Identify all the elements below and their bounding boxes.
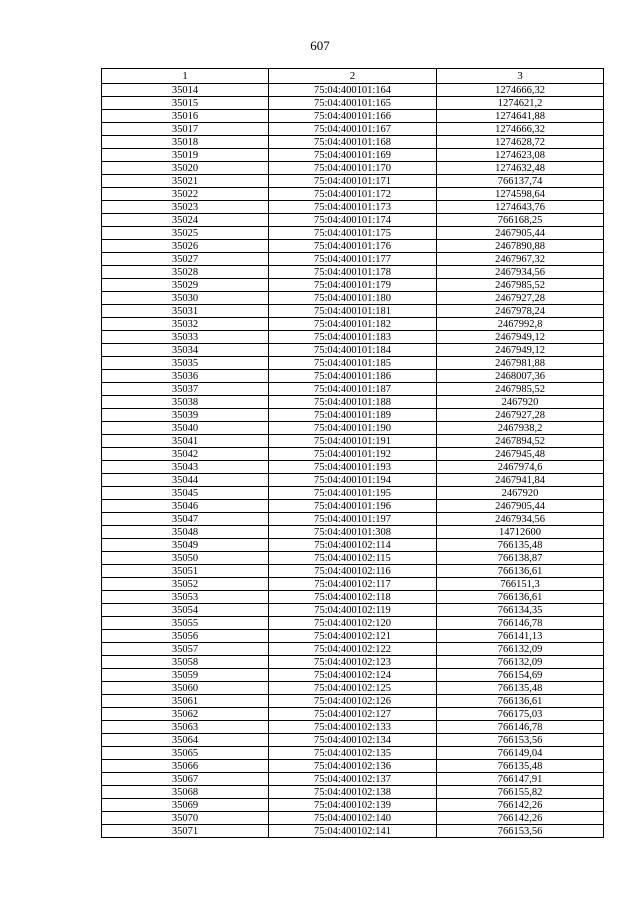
value-cell: 2467890,88 [437, 240, 604, 253]
page-number: 607 [310, 38, 330, 53]
cadastral-number-cell: 75:04:400102:118 [269, 591, 437, 604]
row-number-cell: 35046 [102, 500, 269, 513]
row-number-cell: 35064 [102, 734, 269, 747]
table-row [102, 526, 604, 539]
value-cell: 766147,91 [437, 773, 604, 786]
cadastral-number-cell: 75:04:400102:121 [269, 630, 437, 643]
cadastral-number-cell: 75:04:400101:180 [269, 292, 437, 305]
row-number-cell: 35061 [102, 695, 269, 708]
table-row [102, 292, 604, 305]
table-row [102, 370, 604, 383]
table-row [102, 825, 604, 838]
row-number-cell: 35036 [102, 370, 269, 383]
value-cell: 1274666,32 [437, 123, 604, 136]
cadastral-number-cell: 75:04:400102:137 [269, 773, 437, 786]
table-row [102, 266, 604, 279]
value-cell: 2467985,52 [437, 383, 604, 396]
value-cell: 2467978,24 [437, 305, 604, 318]
cadastral-number-cell: 75:04:400101:182 [269, 318, 437, 331]
table-row [102, 305, 604, 318]
value-cell: 766153,56 [437, 825, 604, 838]
table-row [102, 253, 604, 266]
cadastral-number-cell: 75:04:400101:172 [269, 188, 437, 201]
table-row [102, 747, 604, 760]
row-number-cell: 35070 [102, 812, 269, 825]
row-number-cell: 35021 [102, 175, 269, 188]
row-number-cell: 35044 [102, 474, 269, 487]
table-row [102, 656, 604, 669]
value-cell: 2467967,32 [437, 253, 604, 266]
cadastral-number-cell: 75:04:400102:126 [269, 695, 437, 708]
column-header-3: 3 [437, 69, 604, 84]
cadastral-number-cell: 75:04:400101:195 [269, 487, 437, 500]
table-row [102, 812, 604, 825]
table-row [102, 500, 604, 513]
value-cell: 766168,25 [437, 214, 604, 227]
cadastral-number-cell: 75:04:400101:197 [269, 513, 437, 526]
value-cell: 766136,61 [437, 565, 604, 578]
row-number-cell: 35014 [102, 84, 269, 97]
column-header-1: 1 [102, 69, 269, 84]
table-body [102, 84, 604, 838]
table-row [102, 786, 604, 799]
cadastral-number-cell: 75:04:400102:122 [269, 643, 437, 656]
table-row [102, 630, 604, 643]
value-cell: 2467981,88 [437, 357, 604, 370]
cadastral-number-cell: 75:04:400101:166 [269, 110, 437, 123]
value-cell: 2467920 [437, 487, 604, 500]
row-number-cell: 35040 [102, 422, 269, 435]
value-cell: 1274666,32 [437, 84, 604, 97]
cadastral-number-cell: 75:04:400101:169 [269, 149, 437, 162]
table-row [102, 539, 604, 552]
table-row [102, 409, 604, 422]
cadastral-number-cell: 75:04:400102:123 [269, 656, 437, 669]
value-cell: 2467949,12 [437, 331, 604, 344]
cadastral-number-cell: 75:04:400101:185 [269, 357, 437, 370]
cadastral-number-cell: 75:04:400101:189 [269, 409, 437, 422]
cadastral-number-cell: 75:04:400101:176 [269, 240, 437, 253]
row-number-cell: 35039 [102, 409, 269, 422]
row-number-cell: 35016 [102, 110, 269, 123]
value-cell: 2467985,52 [437, 279, 604, 292]
row-number-cell: 35019 [102, 149, 269, 162]
table-row [102, 617, 604, 630]
cadastral-number-cell: 75:04:400101:173 [269, 201, 437, 214]
value-cell: 2467938,2 [437, 422, 604, 435]
cadastral-number-cell: 75:04:400102:114 [269, 539, 437, 552]
table-row [102, 643, 604, 656]
value-cell: 766149,04 [437, 747, 604, 760]
table-row [102, 773, 604, 786]
row-number-cell: 35048 [102, 526, 269, 539]
row-number-cell: 35022 [102, 188, 269, 201]
table-row [102, 201, 604, 214]
value-cell: 766154,69 [437, 669, 604, 682]
value-cell: 766135,48 [437, 682, 604, 695]
value-cell: 766136,61 [437, 591, 604, 604]
value-cell: 1274643,76 [437, 201, 604, 214]
row-number-cell: 35025 [102, 227, 269, 240]
cadastral-number-cell: 75:04:400102:124 [269, 669, 437, 682]
cadastral-number-cell: 75:04:400101:193 [269, 461, 437, 474]
value-cell: 766141,13 [437, 630, 604, 643]
table-row [102, 396, 604, 409]
value-cell: 766146,78 [437, 617, 604, 630]
cadastral-number-cell: 75:04:400101:167 [269, 123, 437, 136]
row-number-cell: 35059 [102, 669, 269, 682]
value-cell: 1274641,88 [437, 110, 604, 123]
value-cell: 2467934,56 [437, 266, 604, 279]
table-row [102, 383, 604, 396]
value-cell: 766137,74 [437, 175, 604, 188]
value-cell: 14712600 [437, 526, 604, 539]
row-number-cell: 35049 [102, 539, 269, 552]
table-row [102, 513, 604, 526]
cadastral-number-cell: 75:04:400101:187 [269, 383, 437, 396]
cadastral-number-cell: 75:04:400102:119 [269, 604, 437, 617]
table-row [102, 175, 604, 188]
cadastral-number-cell: 75:04:400102:116 [269, 565, 437, 578]
cadastral-number-cell: 75:04:400101:194 [269, 474, 437, 487]
row-number-cell: 35018 [102, 136, 269, 149]
value-cell: 766135,48 [437, 760, 604, 773]
value-cell: 766134,35 [437, 604, 604, 617]
row-number-cell: 35045 [102, 487, 269, 500]
cadastral-number-cell: 75:04:400102:139 [269, 799, 437, 812]
value-cell: 766146,78 [437, 721, 604, 734]
cadastral-number-cell: 75:04:400101:183 [269, 331, 437, 344]
cadastral-number-cell: 75:04:400101:174 [269, 214, 437, 227]
table-row [102, 435, 604, 448]
cadastral-number-cell: 75:04:400101:192 [269, 448, 437, 461]
cadastral-number-cell: 75:04:400101:186 [269, 370, 437, 383]
value-cell: 2467894,52 [437, 435, 604, 448]
row-number-cell: 35050 [102, 552, 269, 565]
row-number-cell: 35063 [102, 721, 269, 734]
cadastral-number-cell: 75:04:400101:165 [269, 97, 437, 110]
cadastral-number-cell: 75:04:400101:177 [269, 253, 437, 266]
table-row [102, 591, 604, 604]
value-cell: 766136,61 [437, 695, 604, 708]
table-row [102, 110, 604, 123]
row-number-cell: 35058 [102, 656, 269, 669]
row-number-cell: 35027 [102, 253, 269, 266]
value-cell: 766175,03 [437, 708, 604, 721]
cadastral-number-cell: 75:04:400101:178 [269, 266, 437, 279]
row-number-cell: 35032 [102, 318, 269, 331]
table-row [102, 695, 604, 708]
value-cell: 2467920 [437, 396, 604, 409]
row-number-cell: 35041 [102, 435, 269, 448]
cadastral-number-cell: 75:04:400101:179 [269, 279, 437, 292]
value-cell: 766142,26 [437, 799, 604, 812]
row-number-cell: 35037 [102, 383, 269, 396]
row-number-cell: 35028 [102, 266, 269, 279]
value-cell: 2467905,44 [437, 227, 604, 240]
table-row [102, 97, 604, 110]
cadastral-number-cell: 75:04:400101:184 [269, 344, 437, 357]
row-number-cell: 35035 [102, 357, 269, 370]
value-cell: 2467941,84 [437, 474, 604, 487]
table-row [102, 721, 604, 734]
table-row [102, 669, 604, 682]
row-number-cell: 35051 [102, 565, 269, 578]
cadastral-number-cell: 75:04:400102:133 [269, 721, 437, 734]
table-row [102, 357, 604, 370]
table-row [102, 162, 604, 175]
row-number-cell: 35068 [102, 786, 269, 799]
cadastral-number-cell: 75:04:400101:171 [269, 175, 437, 188]
row-number-cell: 35026 [102, 240, 269, 253]
cadastral-number-cell: 75:04:400101:196 [269, 500, 437, 513]
cadastral-number-cell: 75:04:400102:136 [269, 760, 437, 773]
value-cell: 766135,48 [437, 539, 604, 552]
row-number-cell: 35069 [102, 799, 269, 812]
row-number-cell: 35034 [102, 344, 269, 357]
row-number-cell: 35030 [102, 292, 269, 305]
cadastral-number-cell: 75:04:400101:190 [269, 422, 437, 435]
value-cell: 1274632,48 [437, 162, 604, 175]
table-row [102, 448, 604, 461]
value-cell: 766138,87 [437, 552, 604, 565]
value-cell: 2467927,28 [437, 409, 604, 422]
row-number-cell: 35020 [102, 162, 269, 175]
row-number-cell: 35062 [102, 708, 269, 721]
table-row [102, 279, 604, 292]
row-number-cell: 35024 [102, 214, 269, 227]
table-row [102, 123, 604, 136]
table-row [102, 84, 604, 97]
table-row [102, 422, 604, 435]
row-number-cell: 35060 [102, 682, 269, 695]
value-cell: 2467992,8 [437, 318, 604, 331]
value-cell: 766155,82 [437, 786, 604, 799]
table-row [102, 240, 604, 253]
cadastral-number-cell: 75:04:400102:135 [269, 747, 437, 760]
cadastral-number-cell: 75:04:400102:127 [269, 708, 437, 721]
row-number-cell: 35055 [102, 617, 269, 630]
cadastral-number-cell: 75:04:400101:175 [269, 227, 437, 240]
row-number-cell: 35015 [102, 97, 269, 110]
row-number-cell: 35057 [102, 643, 269, 656]
value-cell: 766132,09 [437, 656, 604, 669]
value-cell: 2467905,44 [437, 500, 604, 513]
table-row [102, 461, 604, 474]
cadastral-number-cell: 75:04:400101:181 [269, 305, 437, 318]
cadastral-number-cell: 75:04:400102:140 [269, 812, 437, 825]
cadastral-number-cell: 75:04:400102:120 [269, 617, 437, 630]
table-header-row [102, 69, 604, 84]
cadastral-number-cell: 75:04:400102:134 [269, 734, 437, 747]
cadastral-number-cell: 75:04:400101:168 [269, 136, 437, 149]
value-cell: 2467934,56 [437, 513, 604, 526]
table-row [102, 136, 604, 149]
value-cell: 766153,56 [437, 734, 604, 747]
cadastral-number-cell: 75:04:400102:138 [269, 786, 437, 799]
value-cell: 766142,26 [437, 812, 604, 825]
table-row [102, 344, 604, 357]
table-row [102, 565, 604, 578]
value-cell: 2467974,6 [437, 461, 604, 474]
cadastral-number-cell: 75:04:400101:191 [269, 435, 437, 448]
table-row [102, 227, 604, 240]
table-row [102, 474, 604, 487]
value-cell: 1274598,64 [437, 188, 604, 201]
value-cell: 1274621,2 [437, 97, 604, 110]
row-number-cell: 35067 [102, 773, 269, 786]
value-cell: 1274628,72 [437, 136, 604, 149]
value-cell: 2467927,28 [437, 292, 604, 305]
row-number-cell: 35029 [102, 279, 269, 292]
row-number-cell: 35038 [102, 396, 269, 409]
registry-table [101, 68, 604, 838]
cadastral-number-cell: 75:04:400102:115 [269, 552, 437, 565]
table-row [102, 318, 604, 331]
row-number-cell: 35047 [102, 513, 269, 526]
row-number-cell: 35043 [102, 461, 269, 474]
value-cell: 766151,3 [437, 578, 604, 591]
table-row [102, 604, 604, 617]
row-number-cell: 35054 [102, 604, 269, 617]
row-number-cell: 35065 [102, 747, 269, 760]
value-cell: 2467949,12 [437, 344, 604, 357]
table-row [102, 799, 604, 812]
cadastral-number-cell: 75:04:400101:164 [269, 84, 437, 97]
row-number-cell: 35031 [102, 305, 269, 318]
table-row [102, 487, 604, 500]
row-number-cell: 35056 [102, 630, 269, 643]
table-row [102, 149, 604, 162]
cadastral-number-cell: 75:04:400102:125 [269, 682, 437, 695]
row-number-cell: 35042 [102, 448, 269, 461]
table-row [102, 578, 604, 591]
row-number-cell: 35023 [102, 201, 269, 214]
table-row [102, 760, 604, 773]
cadastral-number-cell: 75:04:400102:141 [269, 825, 437, 838]
row-number-cell: 35052 [102, 578, 269, 591]
cadastral-number-cell: 75:04:400102:117 [269, 578, 437, 591]
row-number-cell: 35033 [102, 331, 269, 344]
column-header-2: 2 [269, 69, 437, 84]
value-cell: 2467945,48 [437, 448, 604, 461]
row-number-cell: 35017 [102, 123, 269, 136]
row-number-cell: 35053 [102, 591, 269, 604]
cadastral-number-cell: 75:04:400101:308 [269, 526, 437, 539]
table-row [102, 214, 604, 227]
row-number-cell: 35066 [102, 760, 269, 773]
table-row [102, 708, 604, 721]
table-row [102, 734, 604, 747]
cadastral-number-cell: 75:04:400101:170 [269, 162, 437, 175]
table-row [102, 331, 604, 344]
table-row [102, 682, 604, 695]
value-cell: 1274623,08 [437, 149, 604, 162]
table-row [102, 188, 604, 201]
cadastral-number-cell: 75:04:400101:188 [269, 396, 437, 409]
value-cell: 766132,09 [437, 643, 604, 656]
value-cell: 2468007,36 [437, 370, 604, 383]
table-row [102, 552, 604, 565]
row-number-cell: 35071 [102, 825, 269, 838]
